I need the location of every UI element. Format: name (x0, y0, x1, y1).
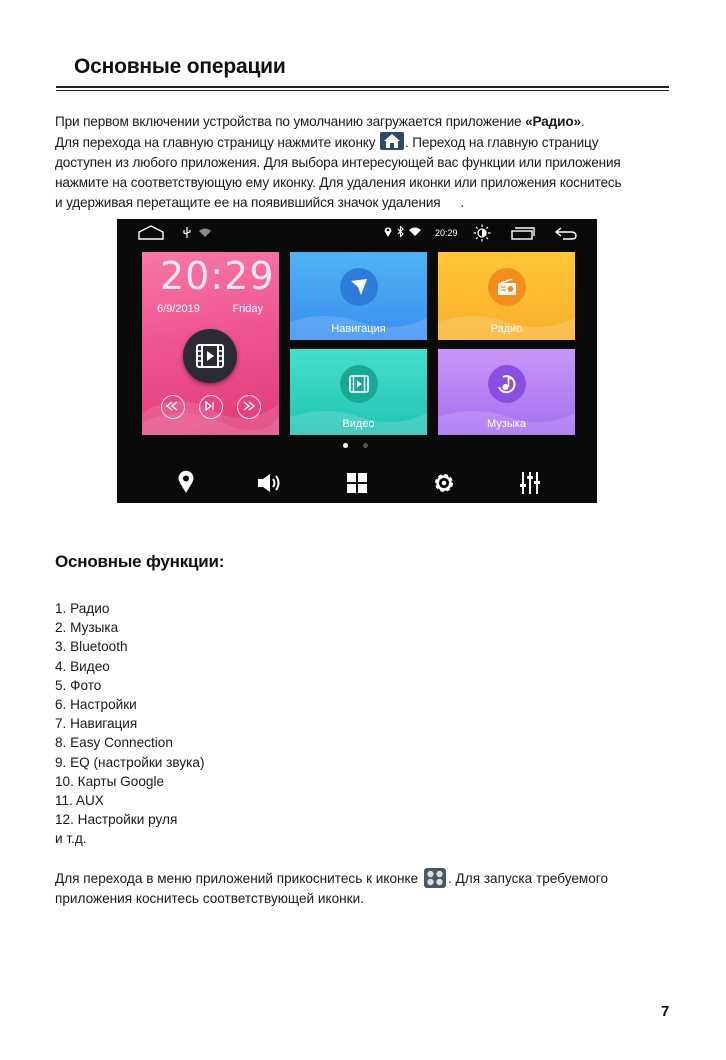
page-number: 7 (661, 1003, 670, 1020)
intro-text-span: Для перехода на главную страницу нажмите иконку (55, 135, 380, 150)
intro-text (55, 112, 680, 213)
home-icon (380, 132, 404, 150)
outro-text-span: . Для запуска требуемого (448, 871, 609, 886)
page-dot[interactable] (363, 443, 368, 448)
apps-menu-icon (424, 868, 446, 888)
bottom-dock (117, 463, 597, 503)
clock-day: Friday (232, 303, 263, 315)
list-item: 1. Радио (55, 601, 110, 616)
intro-text-span: . (580, 114, 585, 129)
clock-widget[interactable] (142, 252, 279, 435)
list-item: 12. Настройки руля (55, 812, 178, 828)
list-item: 9. EQ (настройки звука) (55, 754, 205, 770)
outro-line (55, 868, 695, 889)
video-tile[interactable] (290, 349, 427, 435)
radio-tile[interactable] (438, 252, 575, 340)
music-tile[interactable] (438, 349, 575, 435)
list-item: и т.д. (55, 831, 87, 847)
clock-time: 20:29 (160, 254, 275, 298)
status-bar (117, 219, 597, 245)
brightness-icon[interactable] (473, 224, 491, 242)
wifi-icon (409, 227, 421, 236)
outro-text-span: Для перехода в меню приложений прикоснитесь к иконке (55, 871, 422, 886)
status-time: 20:29 (435, 228, 458, 238)
tile-label: Радио (490, 323, 523, 335)
play-next-button[interactable] (199, 395, 223, 419)
page-heading: Основные операции (74, 55, 286, 78)
list-item: 6. Настройки (55, 697, 137, 713)
apps-grid-icon[interactable] (342, 469, 372, 497)
functions-list (55, 599, 204, 849)
play-next-icon (204, 401, 216, 411)
clock-date: 6/9/2019 (157, 303, 200, 315)
device-home-screen (117, 219, 597, 503)
back-icon[interactable] (555, 227, 577, 240)
outro-text (55, 868, 695, 909)
recent-apps-icon[interactable] (511, 227, 535, 240)
music-note-icon (488, 365, 526, 403)
intro-line: доступен из любого приложения. Для выбора интересующей вас функции или приложения (55, 155, 621, 170)
list-item: 2. Музыка (55, 620, 119, 636)
film-icon (340, 365, 378, 403)
usb-icon (183, 227, 191, 238)
intro-line: нажмите на соответствующую ему иконку. Для удаления иконки или приложения коснитесь (55, 175, 622, 190)
tile-label: Музыка (487, 418, 526, 430)
rewind-icon (166, 401, 178, 411)
intro-line (55, 132, 680, 153)
intro-text-span: При первом включении устройства по умолчанию загружается приложение (55, 114, 526, 129)
film-icon (196, 344, 224, 368)
location-pin-icon[interactable] (171, 469, 201, 497)
list-item: 7. Навигация (55, 716, 138, 732)
intro-bold-app-name: «Радио» (525, 114, 581, 129)
page-dot-active[interactable] (343, 443, 348, 448)
list-item: 8. Easy Connection (55, 735, 173, 751)
rewind-button[interactable] (161, 395, 185, 419)
home-outline-icon[interactable] (138, 225, 164, 240)
list-item: 5. Фото (55, 677, 102, 693)
fast-forward-button[interactable] (237, 395, 261, 419)
wifi-icon (199, 228, 211, 237)
intro-line (55, 193, 680, 213)
tile-label: Навигация (331, 323, 386, 335)
volume-icon[interactable] (255, 469, 285, 497)
intro-line (55, 112, 680, 132)
list-item: 4. Видео (55, 658, 110, 674)
navigation-tile[interactable] (290, 252, 427, 340)
equalizer-icon[interactable] (515, 469, 545, 497)
intro-text-span: . Переход на главную страницу (405, 135, 599, 150)
list-item: 10. Карты Google (55, 773, 165, 789)
location-icon (384, 226, 392, 237)
intro-text-span: . (460, 195, 465, 210)
outro-line: приложения коснитесь соответствующей иконки. (55, 891, 364, 906)
fast-forward-icon (243, 401, 255, 411)
radio-icon (488, 268, 526, 306)
heading-rule-thin (56, 90, 669, 91)
list-item: 11. AUX (55, 793, 104, 809)
functions-heading: Основные функции: (55, 552, 225, 571)
settings-gear-icon[interactable] (429, 469, 459, 497)
intro-text-span: и удерживая перетащите ее на появившийся значок удаления (55, 195, 441, 210)
video-player-button[interactable] (183, 329, 237, 383)
list-item: 3. Bluetooth (55, 639, 128, 655)
tile-label: Видео (342, 418, 375, 430)
navigation-arrow-icon (340, 268, 378, 306)
bluetooth-icon (397, 226, 404, 237)
heading-rule (56, 86, 669, 88)
